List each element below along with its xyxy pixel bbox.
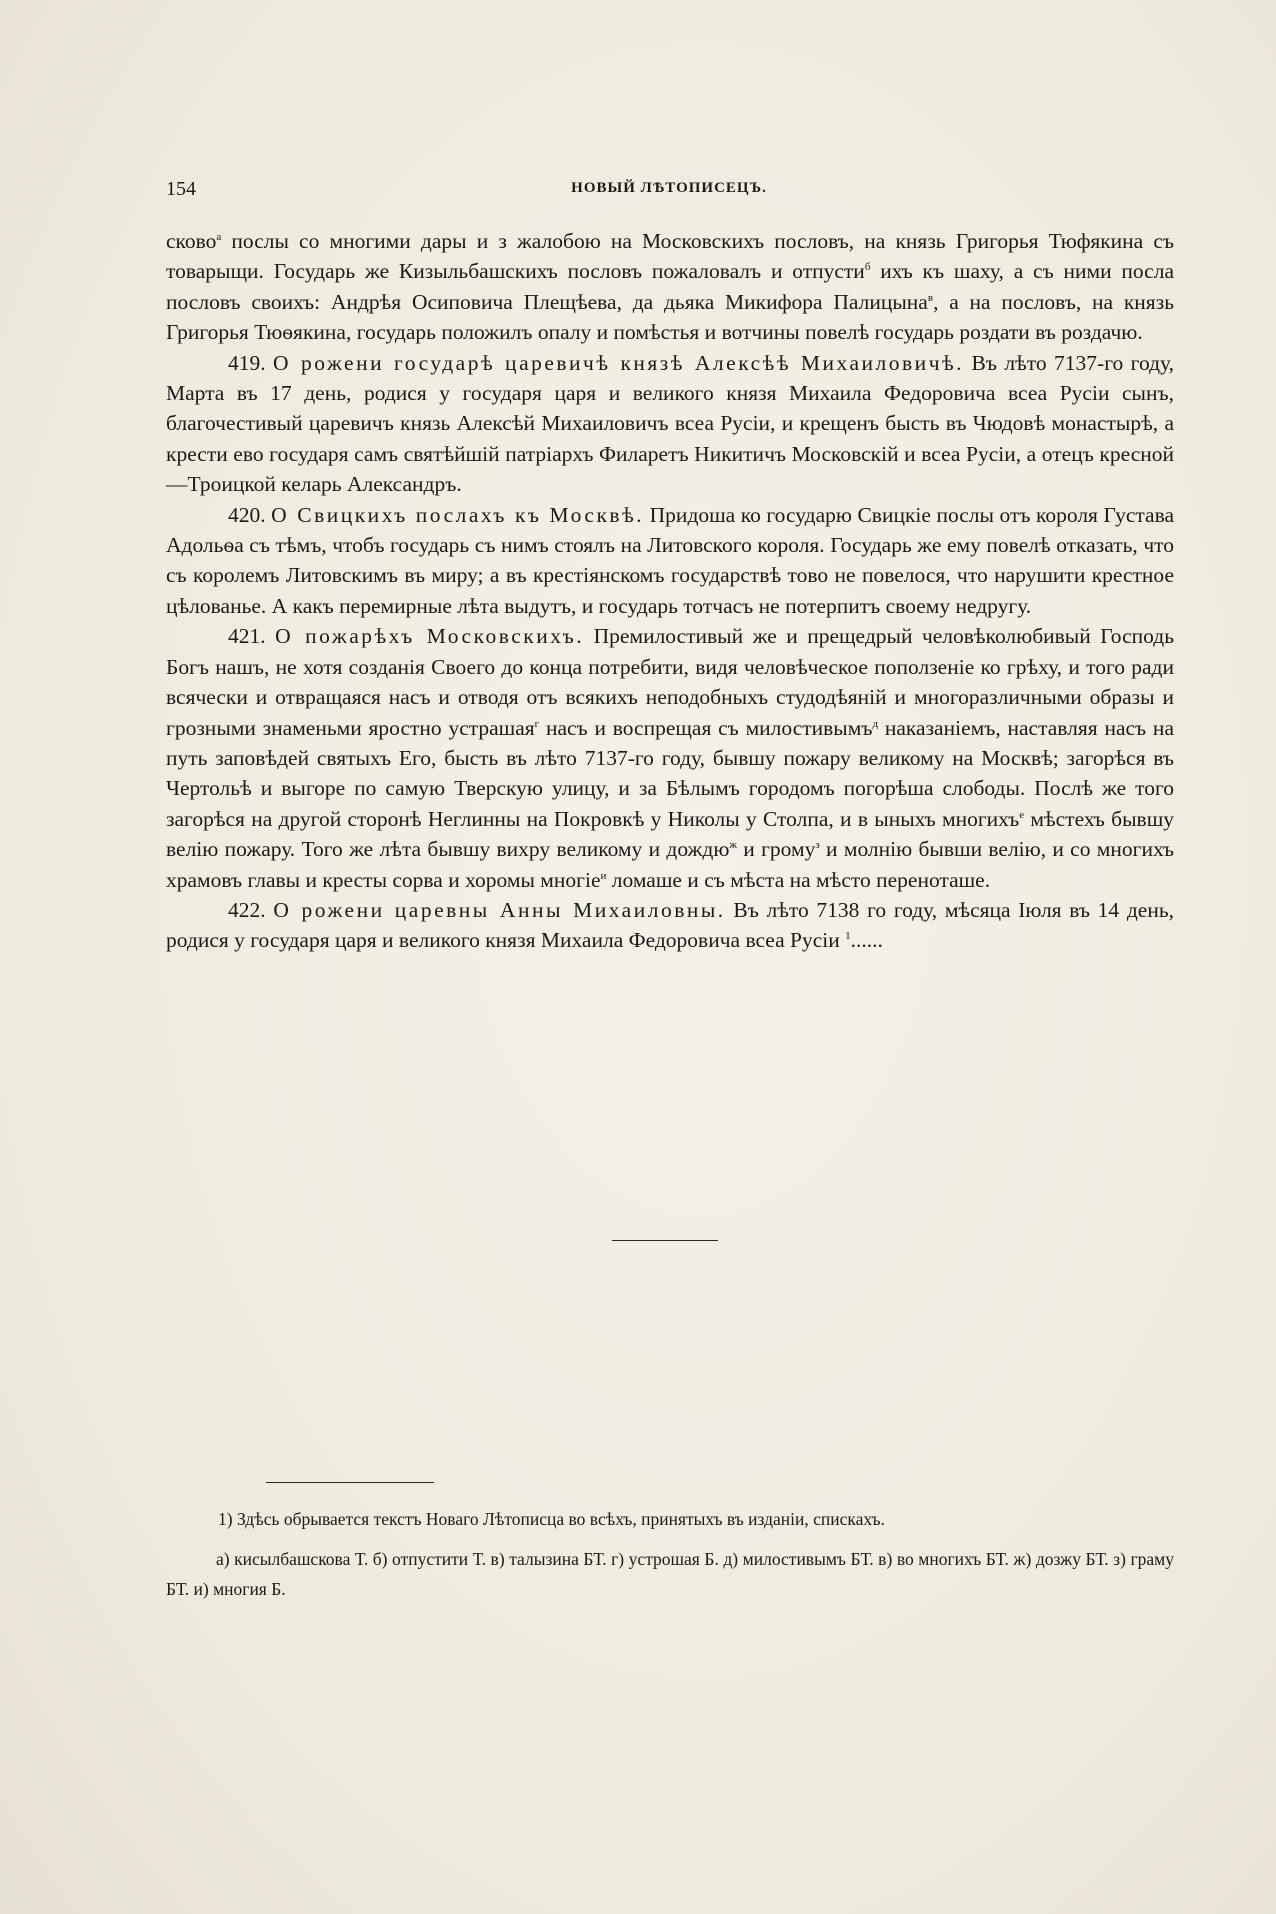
paragraph-421 [166,621,1174,895]
footnote-marker: и [600,869,607,882]
text-run: Въ лѣто 7138 го году, мѣсяца Іюля въ 14 день, родися у государя царя и великого князя Михаила Федоровича всеа Русіи [166,897,1175,953]
footnote-1: 1) Здѣсь обрывается текстъ Новаго Лѣтописца во всѣхъ, принятыхъ въ изданіи, спискахъ. [218,1509,885,1529]
section-divider [612,1240,718,1241]
text-run: мѣстехъ бывшу велію пожару. Того же лѣта бывшу вихру великому и дождю [166,806,1174,862]
section-number: 420. [228,502,272,527]
footnote-marker: з [815,838,820,851]
section-number: 422. [228,897,274,922]
section-heading: О рожени государѣ царевичѣ князѣ Алексѣѣ Михаиловичѣ. [273,350,965,375]
text-run: и грому [737,837,816,862]
text-run: и молнію бывши велію, и со многихъ храмовъ главы и кресты сорва и хоромы многіе [166,837,1175,892]
text-run: ихъ къ шаху, а съ ними посла пословъ своихъ: Андрѣя Осиповича Плещѣева, да дьяка Микифора Палицына [166,259,1174,314]
page-header [166,178,1172,206]
footnotes [166,1504,1174,1604]
text-run: ломаше и съ мѣста на мѣсто переноташе. [606,867,991,892]
text-run: , а на пословъ, на князь Григорья Тюѳякина, государь положилъ опалу и помѣстья и вотчины повелѣ государь роздати въ роздачю. [166,289,1174,345]
section-heading: О Свицкихъ послахъ къ Москвѣ. [271,502,645,527]
footnote-marker: г [534,717,540,730]
section-heading: О пожарѣхъ Московскихъ. [275,624,585,649]
footnote-divider [266,1482,434,1483]
footnote-marker: е [1019,808,1025,821]
variant-readings: а) кисылбашскова Т. б) отпустити Т. в) талызина БТ. г) устрошая Б. д) милостивымъ БТ. в) во многихъ БТ. ж) дозжу БТ. з) граму БТ. и) многия Б. [166,1549,1174,1599]
paragraph-continuation [166,226,1174,348]
running-title: НОВЫЙ ЛѢТОПИСЕЦЪ. [571,180,767,196]
text-run: насъ и воспрещая съ милостивымъ [539,715,873,740]
text-run: ...... [850,928,883,953]
text-run: Премилостивый же и прещедрый человѣколюбивый Господь Богъ нашъ, не хотя созданія Своего до конца потребити, видя человѣческое поползеніе ко грѣху, и того ради всячески и отвращаяся насъ и отводя отъ всякихъ неподобныхъ студодѣяній и многоразличными образы и грозными знаменьми яростно устрашая [166,624,1174,740]
section-heading: О рожени царевны Анны Михаиловны. [273,897,726,922]
paragraph-419 [166,348,1174,500]
section-number: 421. [228,624,276,649]
footnote-marker: а [216,230,222,243]
section-number: 419. [228,350,274,375]
footnote-marker: в [927,291,934,304]
main-text [166,226,1174,956]
footnote-marker: ж [729,838,738,851]
text-run: Придоша ко государю Свицкіе послы отъ короля Густава Адольѳа съ тѣмъ, чтобъ государь съ нимъ стоялъ на Литовского короля. Государь же ему повелѣ отказать, что съ королемъ Литовскимъ въ миру; а въ крестіянскомъ государствѣ тово не повелося, что нарушити крестное цѣлованье. А какъ перемирные лѣта выдутъ, и государь тотчасъ не потерпитъ своему недругу. [166,502,1175,618]
page-number: 154 [166,178,196,200]
footnote-marker: д [872,717,879,730]
footnote-marker: б [864,261,871,274]
footnote-marker: 1 [845,930,851,943]
paragraph-420 [166,500,1174,622]
text-run: наказаніемъ, наставляя насъ на путь заповѣдей святыхъ Его, бысть въ лѣто 7137-го году, бывшу пожару великому на Москвѣ; загорѣся въ Чертольѣ и выгоре по самую Тверскую улицу, и за Бѣлымъ городомъ погорѣша слободы. Послѣ же того загорѣся на другой сторонѣ Неглинны на Покровкѣ у Николы у Столпа, и в ыныхъ многихъ [166,715,1174,831]
paragraph-422 [166,895,1174,956]
text-run: Въ лѣто 7137-го году, Марта въ 17 день, родися у государя царя и великого князя Михаила Федоровича всеа Русіи сынъ, благочестивый царевичъ князь Алексѣй Михаиловичъ всеа Русіи, и крещенъ бысть въ Чюдовѣ монастырѣ, а крести ево государя самъ святѣйшій патріархъ Филаретъ Никитичъ Московскій и всеа Русіи, а отецъ кресной—Троицкой келарь Александръ. [166,350,1174,497]
text-run: послы со многими дары и з жалобою на Московскихъ пословъ, на князь Григорья Тюфякина съ товарыщи. Государь же Кизыльбашскихъ пословъ пожаловалъ и отпусти [166,229,1174,284]
text-run: сково [166,229,217,253]
